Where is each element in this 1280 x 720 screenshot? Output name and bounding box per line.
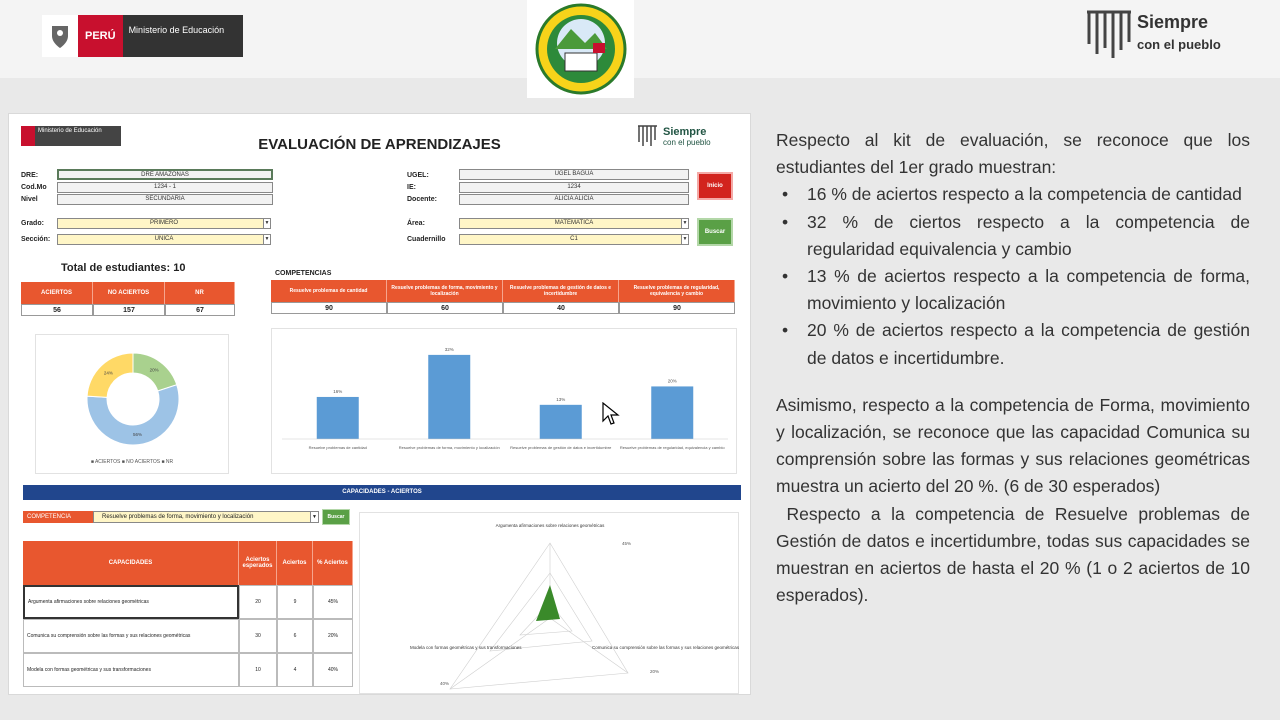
chevron-down-icon[interactable]: ▼ bbox=[682, 236, 688, 242]
table-row bbox=[23, 585, 353, 619]
brand-line2: con el pueblo bbox=[1137, 37, 1221, 52]
bar bbox=[651, 386, 693, 439]
table-header: Resuelve problemas de cantidad bbox=[271, 280, 387, 302]
table-cell: 90 bbox=[619, 302, 735, 314]
capacidades-table bbox=[23, 541, 353, 687]
table-header: NO ACIERTOS bbox=[93, 282, 165, 304]
table-header: NR bbox=[165, 282, 235, 304]
explain-intro: Respecto al kit de evaluación, se reconoce que los estudiantes del 1er grado muestran: bbox=[776, 130, 1250, 178]
table-cell: 90 bbox=[271, 302, 387, 314]
table-header: CAPACIDADES bbox=[23, 541, 239, 585]
table-cell: 6 bbox=[277, 619, 313, 653]
table-cell: 20 bbox=[239, 585, 277, 619]
buscar-button[interactable]: Buscar bbox=[697, 218, 733, 246]
explain-bullet: • 32 % de ciertos respecto a la competencia de regularidad equivalencia y cambio bbox=[776, 209, 1250, 263]
bar-category-label: Resuelve problemas de regularidad, equivalencia y cambio bbox=[619, 445, 725, 450]
total-students: Total de estudiantes: 10 bbox=[61, 262, 186, 274]
radar-chart-panel bbox=[359, 512, 739, 694]
table-cell: 20% bbox=[313, 619, 353, 653]
competencia-select[interactable]: Resuelve problemas de forma, movimiento y localización ▼ bbox=[93, 511, 319, 523]
bar-category-label: Resuelve problemas de cantidad bbox=[308, 445, 367, 450]
mini-siempre-logo: Siempre con el pueblo bbox=[637, 124, 717, 150]
table-cell: Comunica su comprensión sobre las formas y sus relaciones geométricas bbox=[23, 619, 239, 653]
table-row bbox=[23, 653, 353, 687]
table-cell: 67 bbox=[165, 304, 235, 316]
area-select[interactable]: MATEMATICA ▼ bbox=[459, 218, 689, 229]
donut-legend: ■ ACIERTOS ■ NO ACIERTOS ■ NR bbox=[90, 459, 174, 465]
bar-chart-panel bbox=[271, 328, 737, 474]
bar-value-label: 32% bbox=[444, 346, 454, 352]
bar-category-label: Resuelve problemas de gestión de datos e incertidumbre bbox=[510, 445, 612, 450]
capacidades-header: CAPACIDADES - ACIERTOS bbox=[23, 485, 741, 500]
table-header: Resuelve problemas de regularidad, equivalencia y cambio bbox=[619, 280, 735, 302]
seccion-label: Sección: bbox=[21, 236, 51, 243]
bar-value-label: 16% bbox=[333, 388, 343, 394]
bar bbox=[428, 355, 470, 439]
table-header: % Aciertos bbox=[313, 541, 353, 585]
donut-slice-label: 20% bbox=[149, 367, 159, 373]
table-cell: 45% bbox=[313, 585, 353, 619]
siempre-brand-logo bbox=[1085, 6, 1245, 64]
buscar-capacidades-button[interactable]: Buscar bbox=[322, 509, 350, 525]
bar-chart bbox=[272, 329, 738, 475]
donut-chart-panel bbox=[35, 334, 229, 474]
competencia-selector-label: COMPETENCIA bbox=[23, 511, 93, 523]
dre-label: DRE: bbox=[21, 172, 39, 179]
area-label: Área: bbox=[407, 220, 425, 227]
table-cell: 60 bbox=[387, 302, 503, 314]
bar bbox=[317, 397, 359, 439]
table-header: Resuelve problemas de forma, movimiento y localización bbox=[387, 280, 503, 302]
table-cell: 56 bbox=[21, 304, 93, 316]
cuadernillo-select[interactable]: C1 ▼ bbox=[459, 234, 689, 245]
mouse-cursor-icon bbox=[602, 402, 620, 426]
school-seal-logo bbox=[527, 0, 634, 98]
coat-of-arms-icon bbox=[42, 15, 78, 57]
table-cell: 9 bbox=[277, 585, 313, 619]
bars-icon bbox=[1085, 8, 1133, 60]
explain-paragraph-2: Respecto a la competencia de Resuelve problemas de Gestión de datos e incertidumbre, todas sus capacidades se muestran en aciertos de hasta el 20 % (1 o 2 aciertos de 10 esperados). bbox=[776, 503, 1255, 606]
table-cell: 30 bbox=[239, 619, 277, 653]
radar-right-value: 20% bbox=[650, 669, 660, 674]
summary-table bbox=[21, 282, 235, 316]
chevron-down-icon[interactable]: ▼ bbox=[264, 236, 270, 242]
sheet-title: EVALUACIÓN DE APRENDIZAJES bbox=[258, 136, 501, 153]
ugel-label: UGEL: bbox=[407, 172, 429, 179]
competencias-title: COMPETENCIAS bbox=[275, 270, 332, 277]
dre-field[interactable]: DRE AMAZONAS bbox=[57, 169, 273, 180]
peru-label: PERÚ bbox=[78, 15, 123, 57]
chevron-down-icon[interactable]: ▼ bbox=[310, 512, 318, 522]
table-header: ACIERTOS bbox=[21, 282, 93, 304]
inicio-button[interactable]: Inicio bbox=[697, 172, 733, 200]
table-cell: 10 bbox=[239, 653, 277, 687]
seccion-select[interactable]: UNICA ▼ bbox=[57, 234, 271, 245]
table-cell[interactable]: Argumenta afirmaciones sobre relaciones geométricas bbox=[23, 585, 239, 619]
table-cell: 157 bbox=[93, 304, 165, 316]
table-row bbox=[23, 619, 353, 653]
radar-series bbox=[536, 585, 560, 621]
bar bbox=[540, 405, 582, 439]
explain-bullet: • 20 % de aciertos respecto a la competencia de gestión de datos e incertidumbre. bbox=[776, 317, 1250, 371]
grado-label: Grado: bbox=[21, 220, 44, 227]
radar-chart bbox=[360, 513, 740, 695]
docente-field[interactable]: ALICIA ALICIA bbox=[459, 194, 689, 205]
ugel-field[interactable]: UGEL BAGUA bbox=[459, 169, 689, 180]
table-cell: Modela con formas geométricas y sus transformaciones bbox=[23, 653, 239, 687]
explanation-text bbox=[776, 127, 1255, 609]
ie-field[interactable]: 1234 bbox=[459, 182, 689, 193]
explain-paragraph-1: Asimismo, respecto a la competencia de Forma, movimiento y localización, se reconoce que las capacidad Comunica su comprensión sobre las formas y sus relaciones geométricas muestra un acierto del 20 %. (6 de 30 esperados) bbox=[776, 394, 1250, 497]
chevron-down-icon[interactable]: ▼ bbox=[264, 220, 270, 226]
table-cell: 40 bbox=[503, 302, 619, 314]
codmod-label: Cod.Mo bbox=[21, 184, 47, 191]
ministry-label: Ministerio de Educación bbox=[123, 15, 243, 57]
table-cell: 4 bbox=[277, 653, 313, 687]
radar-top-value: 45% bbox=[622, 541, 632, 546]
ie-label: IE: bbox=[407, 184, 416, 191]
table-cell: 40% bbox=[313, 653, 353, 687]
codmod-field[interactable]: 1234 - 1 bbox=[57, 182, 273, 193]
bar-category-label: Resuelve problemas de forma, movimiento y localización bbox=[398, 445, 500, 450]
mini-ministry-logo: Ministerio de Educación bbox=[21, 126, 121, 146]
table-header: Resuelve problemas de gestión de datos e incertidumbre bbox=[503, 280, 619, 302]
explain-bullet: • 16 % de aciertos respecto a la competencia de cantidad bbox=[776, 181, 1250, 208]
grado-select[interactable]: PRIMERO ▼ bbox=[57, 218, 271, 229]
donut-slice-label: 24% bbox=[103, 370, 113, 376]
radar-top-label: Argumenta afirmaciones sobre relaciones geométricas bbox=[495, 523, 605, 528]
radar-left-value: 40% bbox=[440, 681, 450, 686]
bar-value-label: 13% bbox=[556, 396, 566, 402]
nivel-field[interactable]: SECUNDARIA bbox=[57, 194, 273, 205]
bar-value-label: 20% bbox=[667, 378, 677, 384]
ministry-logo bbox=[42, 15, 243, 57]
bars-icon bbox=[637, 124, 659, 148]
table-header: Aciertos esperados bbox=[239, 541, 277, 585]
radar-left-label: Modela con formas geométricas y sus transformaciones bbox=[410, 645, 522, 650]
explain-bullets bbox=[776, 181, 1250, 371]
top-header bbox=[0, 0, 1280, 78]
explain-bullet: • 13 % de aciertos respecto a la competencia de forma, movimiento y localización bbox=[776, 263, 1250, 317]
donut-slice-label: 56% bbox=[133, 432, 143, 438]
competencias-table bbox=[271, 280, 735, 314]
cuadernillo-label: Cuadernillo bbox=[407, 236, 446, 243]
evaluation-dashboard bbox=[8, 113, 751, 695]
donut-chart bbox=[36, 335, 230, 463]
brand-line1: Siempre bbox=[1137, 12, 1209, 32]
chevron-down-icon[interactable]: ▼ bbox=[682, 220, 688, 226]
radar-right-label: Comunica su comprensión sobre las formas y sus relaciones geométricas bbox=[592, 645, 740, 650]
nivel-label: Nivel bbox=[21, 196, 38, 203]
docente-label: Docente: bbox=[407, 196, 437, 203]
table-header: Aciertos bbox=[277, 541, 313, 585]
